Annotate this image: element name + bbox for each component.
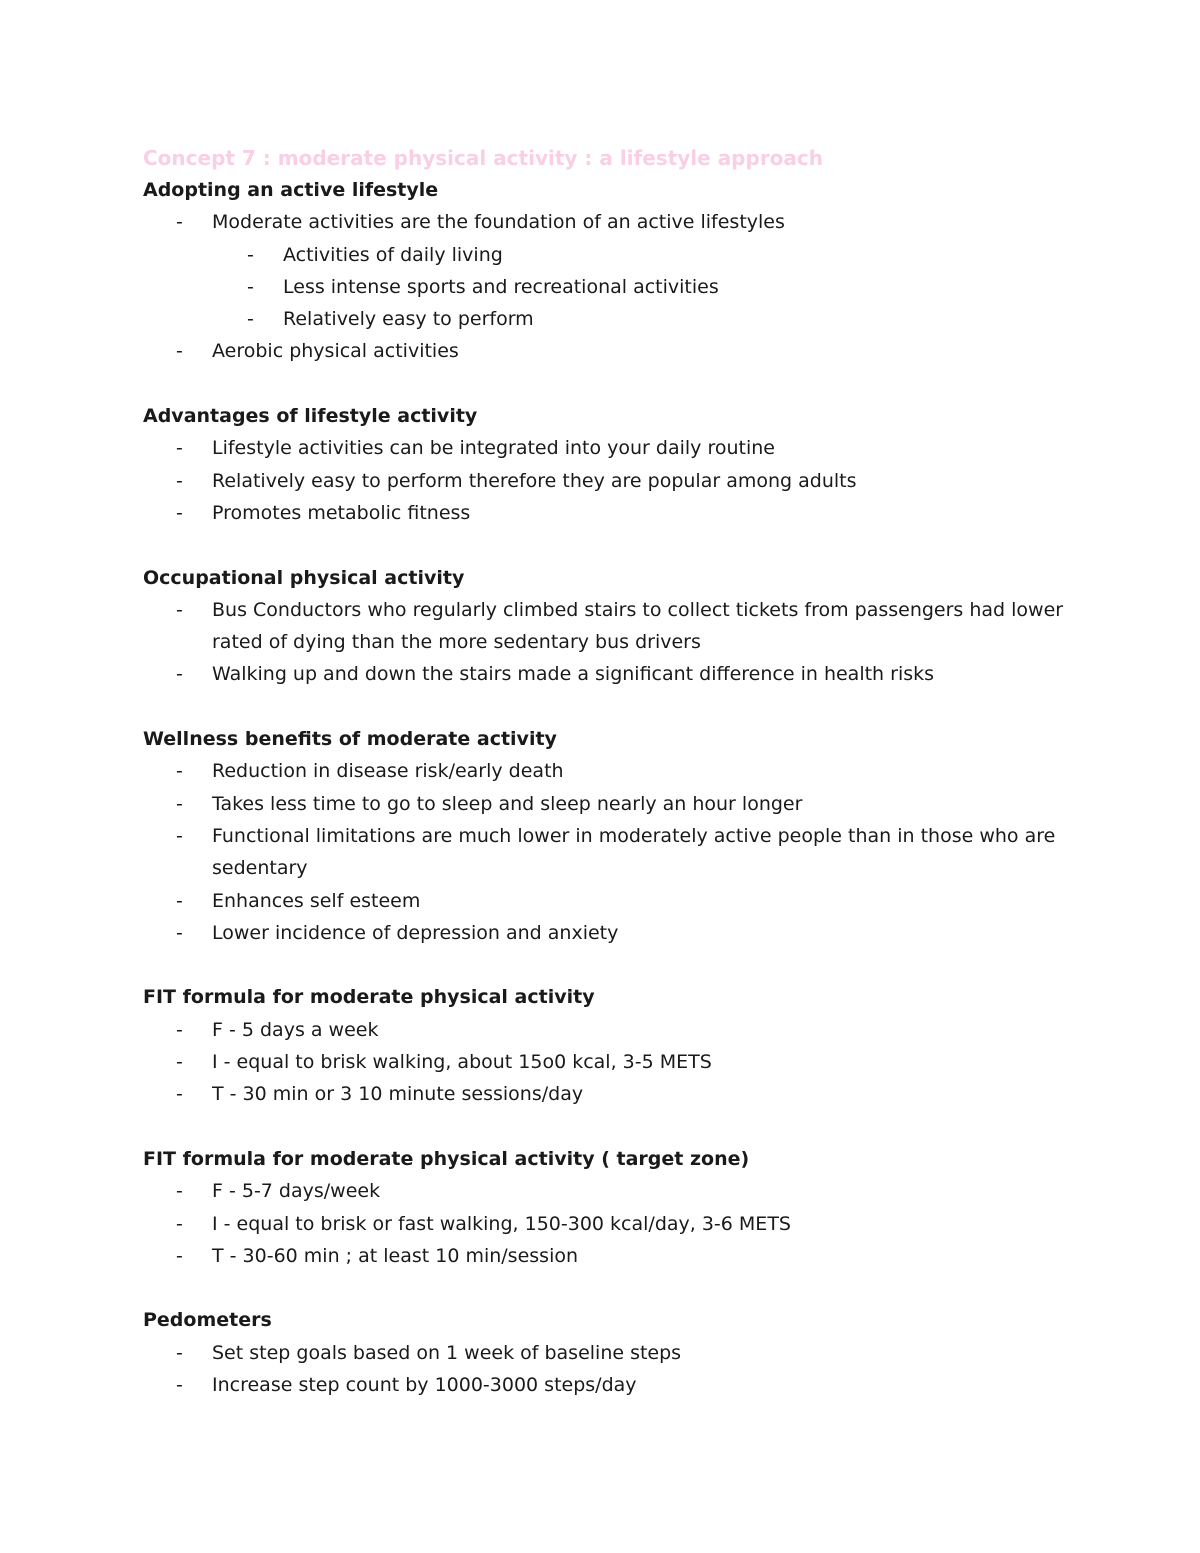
- dash-bullet-icon: -: [176, 1373, 183, 1396]
- list-item-text: I - equal to brisk walking, about 15o0 kcal, 3-5 METS: [212, 1051, 712, 1074]
- note-section: [143, 1143, 1103, 1272]
- list-item: [143, 271, 1103, 303]
- document-title: Concept 7 : moderate physical activity : a lifestyle approach: [143, 146, 824, 170]
- section-spacer: [143, 949, 1103, 981]
- list-item: [143, 497, 1103, 529]
- list-item: [143, 594, 1103, 659]
- list-item-text: Lower incidence of depression and anxiety: [212, 921, 619, 944]
- list-item: [143, 885, 1103, 917]
- dash-bullet-icon: -: [176, 921, 183, 944]
- dash-bullet-icon: -: [247, 243, 254, 266]
- dash-bullet-icon: -: [176, 1212, 183, 1235]
- section-heading: Occupational physical activity: [143, 566, 465, 589]
- section-heading: Pedometers: [143, 1309, 272, 1332]
- list-item-text: Functional limitations are much lower in moderately active people than in those who are sedentary: [212, 824, 1056, 880]
- list-item-text: T - 30-60 min ; at least 10 min/session: [212, 1244, 579, 1267]
- list-item-text: Lifestyle activities can be integrated into your daily routine: [212, 437, 775, 460]
- list-item-text: Enhances self esteem: [212, 889, 421, 912]
- list-item: [143, 239, 1103, 271]
- bullet-list: [143, 1175, 1103, 1272]
- list-item-text: Moderate activities are the foundation of an active lifestyles: [212, 211, 785, 234]
- list-item-text: Promotes metabolic fitness: [212, 501, 471, 524]
- dash-bullet-icon: -: [247, 308, 254, 331]
- list-item-text: F - 5-7 days/week: [212, 1180, 381, 1203]
- bullet-list: [143, 594, 1103, 691]
- dash-bullet-icon: -: [176, 663, 183, 686]
- bullet-list: [143, 206, 1103, 367]
- dash-bullet-icon: -: [176, 211, 183, 234]
- bullet-list: [143, 1014, 1103, 1111]
- note-section: [143, 723, 1103, 949]
- list-item: [143, 755, 1103, 787]
- dash-bullet-icon: -: [176, 1051, 183, 1074]
- section-heading: FIT formula for moderate physical activity ( target zone): [143, 1147, 750, 1170]
- list-item: [143, 335, 1103, 367]
- dash-bullet-icon: -: [176, 792, 183, 815]
- list-item: [143, 917, 1103, 949]
- section-heading: Advantages of lifestyle activity: [143, 405, 478, 428]
- note-section: [143, 981, 1103, 1110]
- note-section: [143, 1304, 1103, 1401]
- list-item: [143, 1175, 1103, 1207]
- list-item: [143, 206, 1103, 238]
- section-heading: Adopting an active lifestyle: [143, 179, 439, 201]
- list-item-text: Relatively easy to perform: [283, 308, 534, 331]
- notes-body: [143, 174, 1103, 1401]
- note-section: [143, 400, 1103, 529]
- list-item-text: Reduction in disease risk/early death: [212, 760, 564, 783]
- list-item: [143, 1208, 1103, 1240]
- list-item-text: Aerobic physical activities: [212, 340, 459, 363]
- bullet-list: [143, 1337, 1103, 1402]
- dash-bullet-icon: -: [176, 889, 183, 912]
- list-item: [143, 1014, 1103, 1046]
- section-spacer: [143, 368, 1103, 400]
- list-item-text: Relatively easy to perform therefore they are popular among adults: [212, 469, 857, 492]
- list-item: [143, 303, 1103, 335]
- dash-bullet-icon: -: [176, 1341, 183, 1364]
- section-heading: Wellness benefits of moderate activity: [143, 728, 557, 751]
- list-item: [143, 1046, 1103, 1078]
- section-spacer: [143, 529, 1103, 561]
- dash-bullet-icon: -: [176, 340, 183, 363]
- section-heading: FIT formula for moderate physical activity: [143, 986, 595, 1009]
- list-item-text: Less intense sports and recreational activities: [283, 275, 719, 298]
- list-item-text: I - equal to brisk or fast walking, 150-300 kcal/day, 3-6 METS: [212, 1212, 791, 1235]
- list-item-text: Bus Conductors who regularly climbed stairs to collect tickets from passengers had lower rated of dying than the more sedentary bus drivers: [212, 598, 1064, 654]
- dash-bullet-icon: -: [176, 1083, 183, 1106]
- bullet-list: [143, 432, 1103, 529]
- list-item-text: Increase step count by 1000-3000 steps/day: [212, 1373, 637, 1396]
- list-item: [143, 1369, 1103, 1401]
- note-section: [143, 174, 1103, 368]
- dash-bullet-icon: -: [176, 469, 183, 492]
- dash-bullet-icon: -: [176, 760, 183, 783]
- dash-bullet-icon: -: [176, 1244, 183, 1267]
- list-item: [143, 658, 1103, 690]
- section-spacer: [143, 1272, 1103, 1304]
- list-item: [143, 788, 1103, 820]
- list-item-text: Takes less time to go to sleep and sleep nearly an hour longer: [212, 792, 803, 815]
- document-page: [143, 142, 1103, 1401]
- dash-bullet-icon: -: [176, 1180, 183, 1203]
- note-section: [143, 562, 1103, 691]
- section-spacer: [143, 691, 1103, 723]
- bullet-list: [143, 755, 1103, 949]
- list-item: [143, 1240, 1103, 1272]
- section-spacer: [143, 1111, 1103, 1143]
- dash-bullet-icon: -: [176, 1018, 183, 1041]
- dash-bullet-icon: -: [247, 275, 254, 298]
- list-item-text: Activities of daily living: [283, 243, 503, 266]
- dash-bullet-icon: -: [176, 598, 183, 621]
- list-item: [143, 820, 1103, 885]
- dash-bullet-icon: -: [176, 824, 183, 847]
- list-item: [143, 1337, 1103, 1369]
- dash-bullet-icon: -: [176, 501, 183, 524]
- dash-bullet-icon: -: [176, 437, 183, 460]
- list-item-text: T - 30 min or 3 10 minute sessions/day: [212, 1083, 584, 1106]
- list-item-text: Walking up and down the stairs made a significant difference in health risks: [212, 663, 935, 686]
- list-item: [143, 465, 1103, 497]
- list-item-text: Set step goals based on 1 week of baseline steps: [212, 1341, 682, 1364]
- list-item: [143, 1078, 1103, 1110]
- list-item-text: F - 5 days a week: [212, 1018, 379, 1041]
- list-item: [143, 432, 1103, 464]
